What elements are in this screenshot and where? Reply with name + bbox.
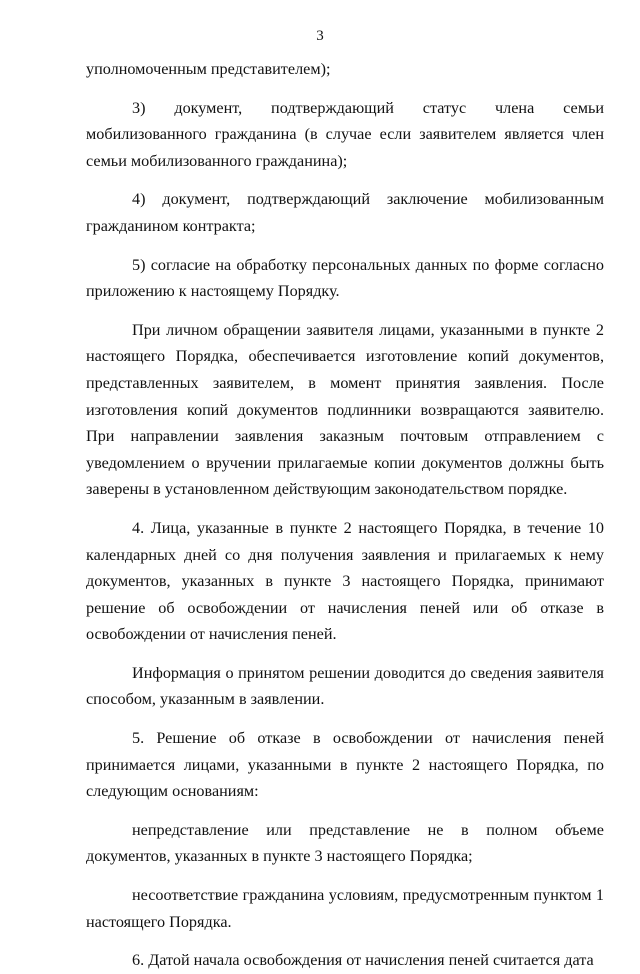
paragraph-section-6: 6. Датой начала освобождения от начисления пеней считается дата — [132, 951, 594, 970]
paragraph-ground-documents: непредставление или представление не в полном объеме документов, указанных в пункте 3 настоящего Порядка; — [86, 820, 604, 866]
paragraph-item-3: 3) документ, подтверждающий статус члена семьи мобилизованного гражданина (в случае если заявителем является член семьи мобилизованного гражданина); — [86, 98, 604, 170]
paragraph-section-5: 5. Решение об отказе в освобождении от начисления пеней принимается лицами, указанными в пункте 2 настоящего Порядка, по следующим основаниям: — [86, 729, 604, 801]
paragraph-personal-appeal: При личном обращении заявителя лицами, указанными в пункте 2 настоящего Порядка, обеспечивается изготовление копий документов, представленных заявителем, в момент принятия заявления. После изготовления копий документов подлинники возвращаются заявителю. При направлении заявления заказным почтовым отправлением с уведомлением о вручении прилагаемые копии документов должны быть заверены в установленном действующим законодательством порядке. — [86, 320, 604, 499]
paragraph-decision-info: Информация о принятом решении доводится до сведения заявителя способом, указанным в заявлении. — [86, 663, 604, 709]
paragraph-item-5: 5) согласие на обработку персональных данных по форме согласно приложению к настоящему Порядку. — [86, 255, 604, 301]
paragraph-item-4: 4) документ, подтверждающий заключение мобилизованным гражданином контракта; — [86, 190, 604, 235]
document-body — [86, 56, 604, 974]
page-number: 3 — [316, 28, 324, 44]
paragraph-authorized-representative: уполномоченным представителем); — [86, 60, 331, 78]
paragraph-ground-conditions: несоответствие гражданина условиям, предусмотренным пунктом 1 настоящего Порядка. — [86, 886, 604, 931]
paragraph-section-4: 4. Лица, указанные в пункте 2 настоящего Порядка, в течение 10 календарных дней со дня получения заявления и прилагаемых к нему документов, указанных в пункте 3 настоящего Порядка, принимают решение об освобождении от начисления пеней или об отказе в освобождении от начисления пеней. — [86, 518, 604, 644]
